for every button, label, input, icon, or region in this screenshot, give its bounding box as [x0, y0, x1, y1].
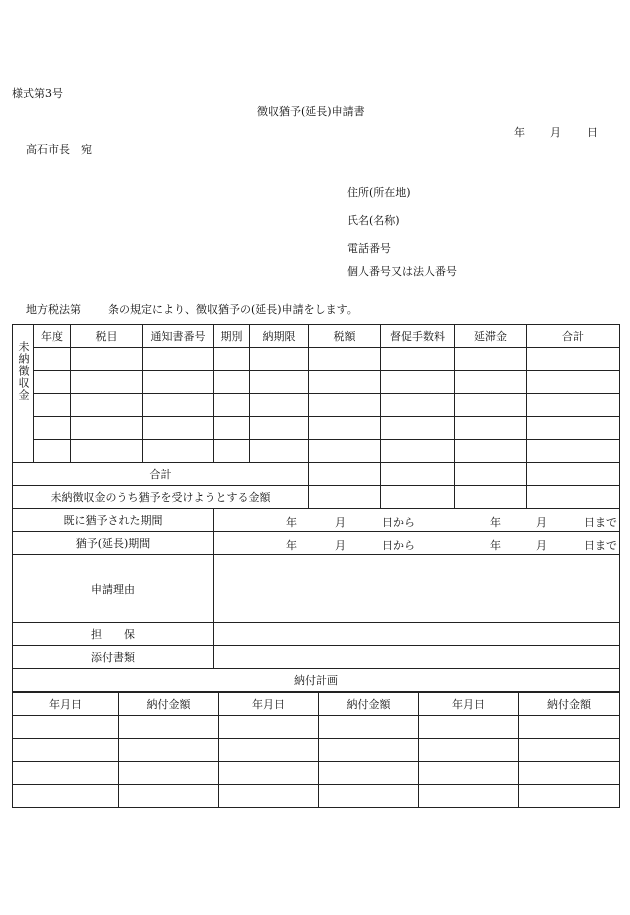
collateral-field[interactable] — [214, 623, 620, 646]
plan-header-amount-3: 納付金額 — [519, 693, 620, 716]
header-tax-item: 税目 — [71, 325, 143, 348]
table-row — [13, 371, 620, 394]
applicant-id-label: 個人番号又は法人番号 — [347, 265, 457, 278]
prior-period-label: 既に猶予された期間 — [13, 509, 214, 532]
unpaid-side-label: 未納徴収金 — [17, 341, 30, 401]
new-to-month: 月 — [536, 539, 547, 552]
unpaid-side-label-cell — [13, 325, 34, 463]
payment-plan-table — [12, 692, 620, 808]
header-period: 期別 — [214, 325, 250, 348]
unpaid-tax-table — [12, 324, 620, 692]
plan-header-date-3: 年月日 — [419, 693, 519, 716]
total-row-label: 合計 — [13, 463, 309, 486]
new-from-month: 月 — [335, 539, 346, 552]
prior-from-year: 年 — [286, 516, 297, 529]
date-day-label: 日 — [587, 126, 598, 139]
prior-period-field[interactable] — [214, 509, 620, 532]
payment-plan-title: 納付計画 — [13, 669, 620, 692]
table-row — [13, 348, 620, 371]
attachments-field[interactable] — [214, 646, 620, 669]
table-row — [13, 762, 620, 785]
statement-prefix: 地方税法第 — [26, 303, 81, 316]
prior-to-month: 月 — [536, 516, 547, 529]
form-number: 様式第3号 — [12, 87, 63, 100]
applicant-name-label: 氏名(名称) — [347, 214, 400, 227]
plan-header-amount-1: 納付金額 — [119, 693, 219, 716]
header-tax-amount: 税額 — [309, 325, 381, 348]
table-row — [13, 440, 620, 463]
date-year-label: 年 — [514, 126, 525, 139]
header-due-date: 納期限 — [250, 325, 309, 348]
prior-from-month: 月 — [335, 516, 346, 529]
table-row — [13, 716, 620, 739]
prior-from-day: 日から — [382, 516, 415, 529]
header-total: 合計 — [527, 325, 620, 348]
form-title: 徴収猶予(延長)申請書 — [257, 105, 365, 118]
table-row — [13, 394, 620, 417]
new-to-year: 年 — [490, 539, 501, 552]
header-fiscal-year: 年度 — [34, 325, 71, 348]
request-amount-label: 未納徴収金のうち猶予を受けようとする金額 — [13, 486, 309, 509]
table-row — [13, 785, 620, 808]
new-from-year: 年 — [286, 539, 297, 552]
new-from-day: 日から — [382, 539, 415, 552]
plan-header-date-2: 年月日 — [219, 693, 319, 716]
collateral-label: 担 保 — [13, 623, 214, 646]
prior-to-year: 年 — [490, 516, 501, 529]
table-row — [13, 417, 620, 440]
addressee: 高石市長 宛 — [26, 143, 92, 156]
header-notice-number: 通知書番号 — [143, 325, 214, 348]
table-row — [13, 739, 620, 762]
applicant-address-label: 住所(所在地) — [347, 186, 411, 199]
new-period-field[interactable] — [214, 532, 620, 555]
prior-to-day: 日まで — [584, 516, 617, 529]
header-dunning-fee: 督促手数料 — [381, 325, 455, 348]
applicant-phone-label: 電話番号 — [347, 242, 391, 255]
reason-field[interactable] — [214, 555, 620, 623]
attachments-label: 添付書類 — [13, 646, 214, 669]
statement-suffix: 条の規定により、徴収猶予の(延長)申請をします。 — [108, 303, 358, 316]
plan-header-amount-2: 納付金額 — [319, 693, 419, 716]
new-period-label: 猶予(延長)期間 — [13, 532, 214, 555]
date-month-label: 月 — [550, 126, 561, 139]
new-to-day: 日まで — [584, 539, 617, 552]
reason-label: 申請理由 — [13, 555, 214, 623]
header-late-fee: 延滞金 — [455, 325, 527, 348]
plan-header-date-1: 年月日 — [13, 693, 119, 716]
